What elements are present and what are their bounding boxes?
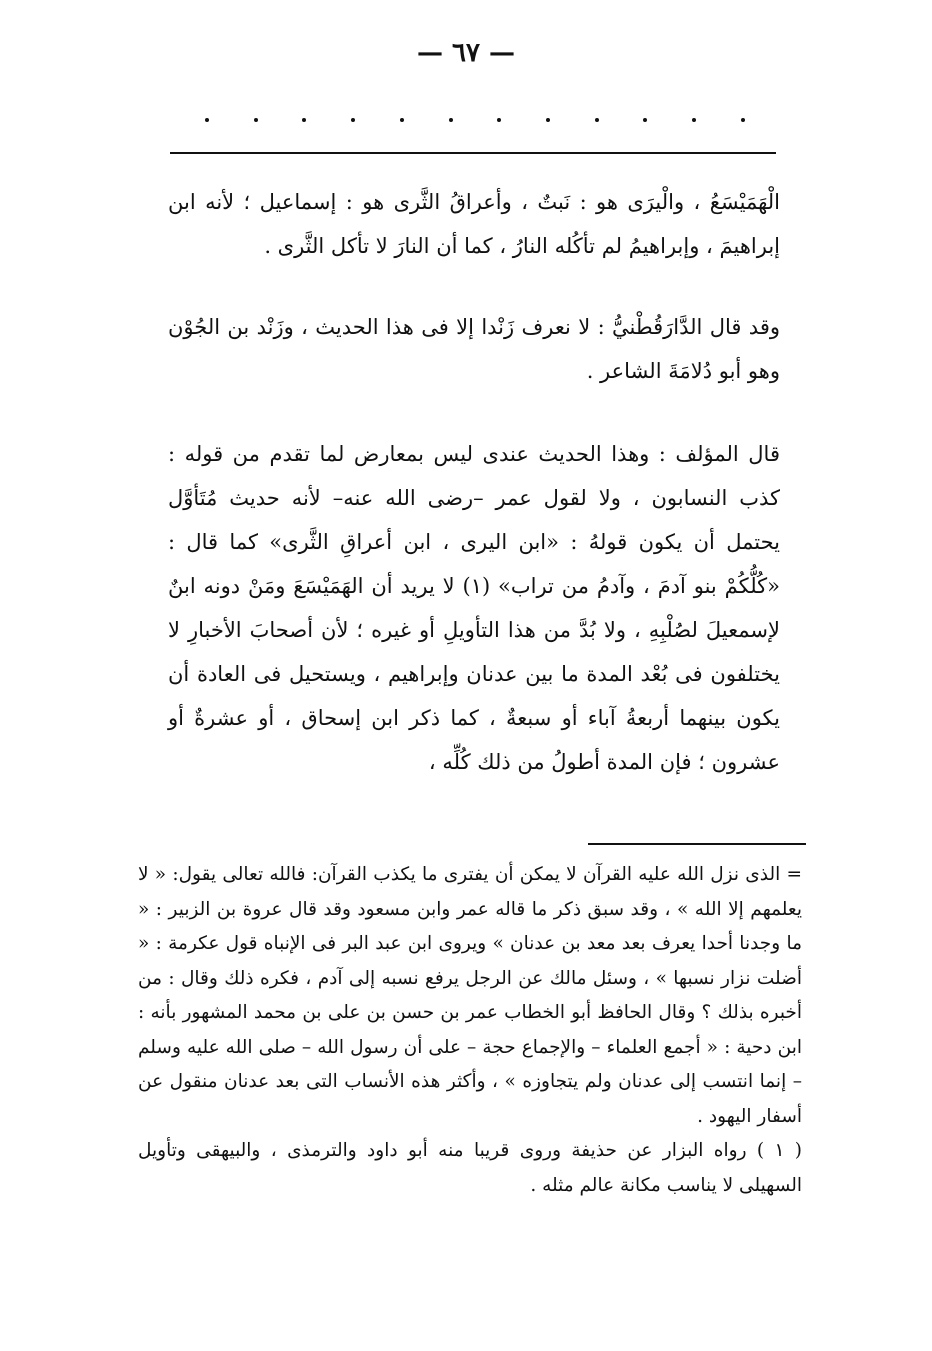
- ornament-dot: [449, 118, 453, 122]
- page-number: — ٦٧ —: [416, 38, 516, 68]
- footnote-1: ( ١ ) رواه البزار عن حذيفة وروى قريبا منه أبو داود والترمذى ، والبيهقى وتأويل السهيلى لا يناسب مكانة عالم مثله .: [138, 1140, 802, 1196]
- body-paragraph: وقد قال الدَّارَقُطْنيُّ : لا نعرف زَنْدا إلا فى هذا الحديث ، وزَنْد بن الجُوْن وهو أبو دُلامَةَ الشاعر .: [168, 315, 780, 383]
- ornament-dot: [497, 118, 501, 122]
- ornament-dot: [741, 118, 745, 122]
- ornament-dot: [400, 118, 404, 122]
- ornament-dot: [351, 118, 355, 122]
- ornament-dot: [254, 118, 258, 122]
- footnote-continuation: = الذى نزل الله عليه القرآن لا يمكن أن يفترى ما يكذب القرآن: فالله تعالى يقول: « لا يعلمهم إلا الله » ، وقد سبق ذكر ما قاله عمر وابن مسعود وقد قال عروة بن الزبير : « ما وجدنا أحدا يعرف بعد معد بن عدنان » ويروى ابن عبد البر فى الإنباه قول عكرمة : « أضلت نزار نسبها » ، وسئل مالك عن الرجل يرفع نسبه إلى آدم ، فكره ذلك وقال : من أخبره بذلك ؟ وقال الحافظ أبو الخطاب عمر بن حسن بن على بن محمد المشهور بأنه : ابن دحية : « أجمع العلماء – والإجماع حجة – على أن رسول الله – صلى الله عليه وسلم – إنما انتسب إلى عدنان ولم يتجاوزه » ، وأكثر هذه الأنساب التى بعد عدنان منقول عن أسفار اليهود .: [138, 864, 802, 1127]
- ornament-dot: [643, 118, 647, 122]
- ornament-dot: [595, 118, 599, 122]
- ornament-dot: [692, 118, 696, 122]
- footnote-separator: [588, 843, 806, 845]
- header-rule: [170, 152, 776, 154]
- ornament-dot: [302, 118, 306, 122]
- ornament-dot: [546, 118, 550, 122]
- ornament-dot: [205, 118, 209, 122]
- decorative-dot-row: [205, 118, 745, 122]
- footnotes-section: [138, 858, 802, 1203]
- body-paragraph: الْهَمَيْسَعُ ، والْيرَى هو : نَبتٌ ، وأعراقُ الثَّرى هو : إسماعيل ؛ لأنه ابن إبراهيمَ ، وإبراهيمُ لم تأكُله النارُ ، كما أن النارَ لا تأكل الثَّرى .: [168, 190, 780, 258]
- body-paragraph: قال المؤلف : وهذا الحديث عندى ليس بمعارض لما تقدم من قوله : كذب النسابون ، ولا لقول عمر –رضى الله عنه– لأنه حديث مُتَأوَّل يحتمل أن يكون قولهُ : «ابن اليرى ، ابن أعراقِ الثَّرى» كما قال : «كُلُّكُمْ بنو آدمَ ، وآدمُ من تراب» (١) لا يريد أن الهَمَيْسَعَ ومَنْ دونه ابنٌ لإسمعيلَ لصُلْبِهِ ، ولا بُدَّ من هذا التأويلِ أو غيره ؛ لأن أصحابَ الأخبارِ لا يختلفون فى بُعْد المدة ما بين عدنان وإبراهيم ، ويستحيل فى العادة أن يكون بينهما أربعةُ آباء أو سبعةٌ ، كما ذكر ابن إسحاق ، أو عشرةٌ أو عشرون ؛ فإن المدة أطولُ من ذلك كُلِّه ،: [168, 442, 780, 774]
